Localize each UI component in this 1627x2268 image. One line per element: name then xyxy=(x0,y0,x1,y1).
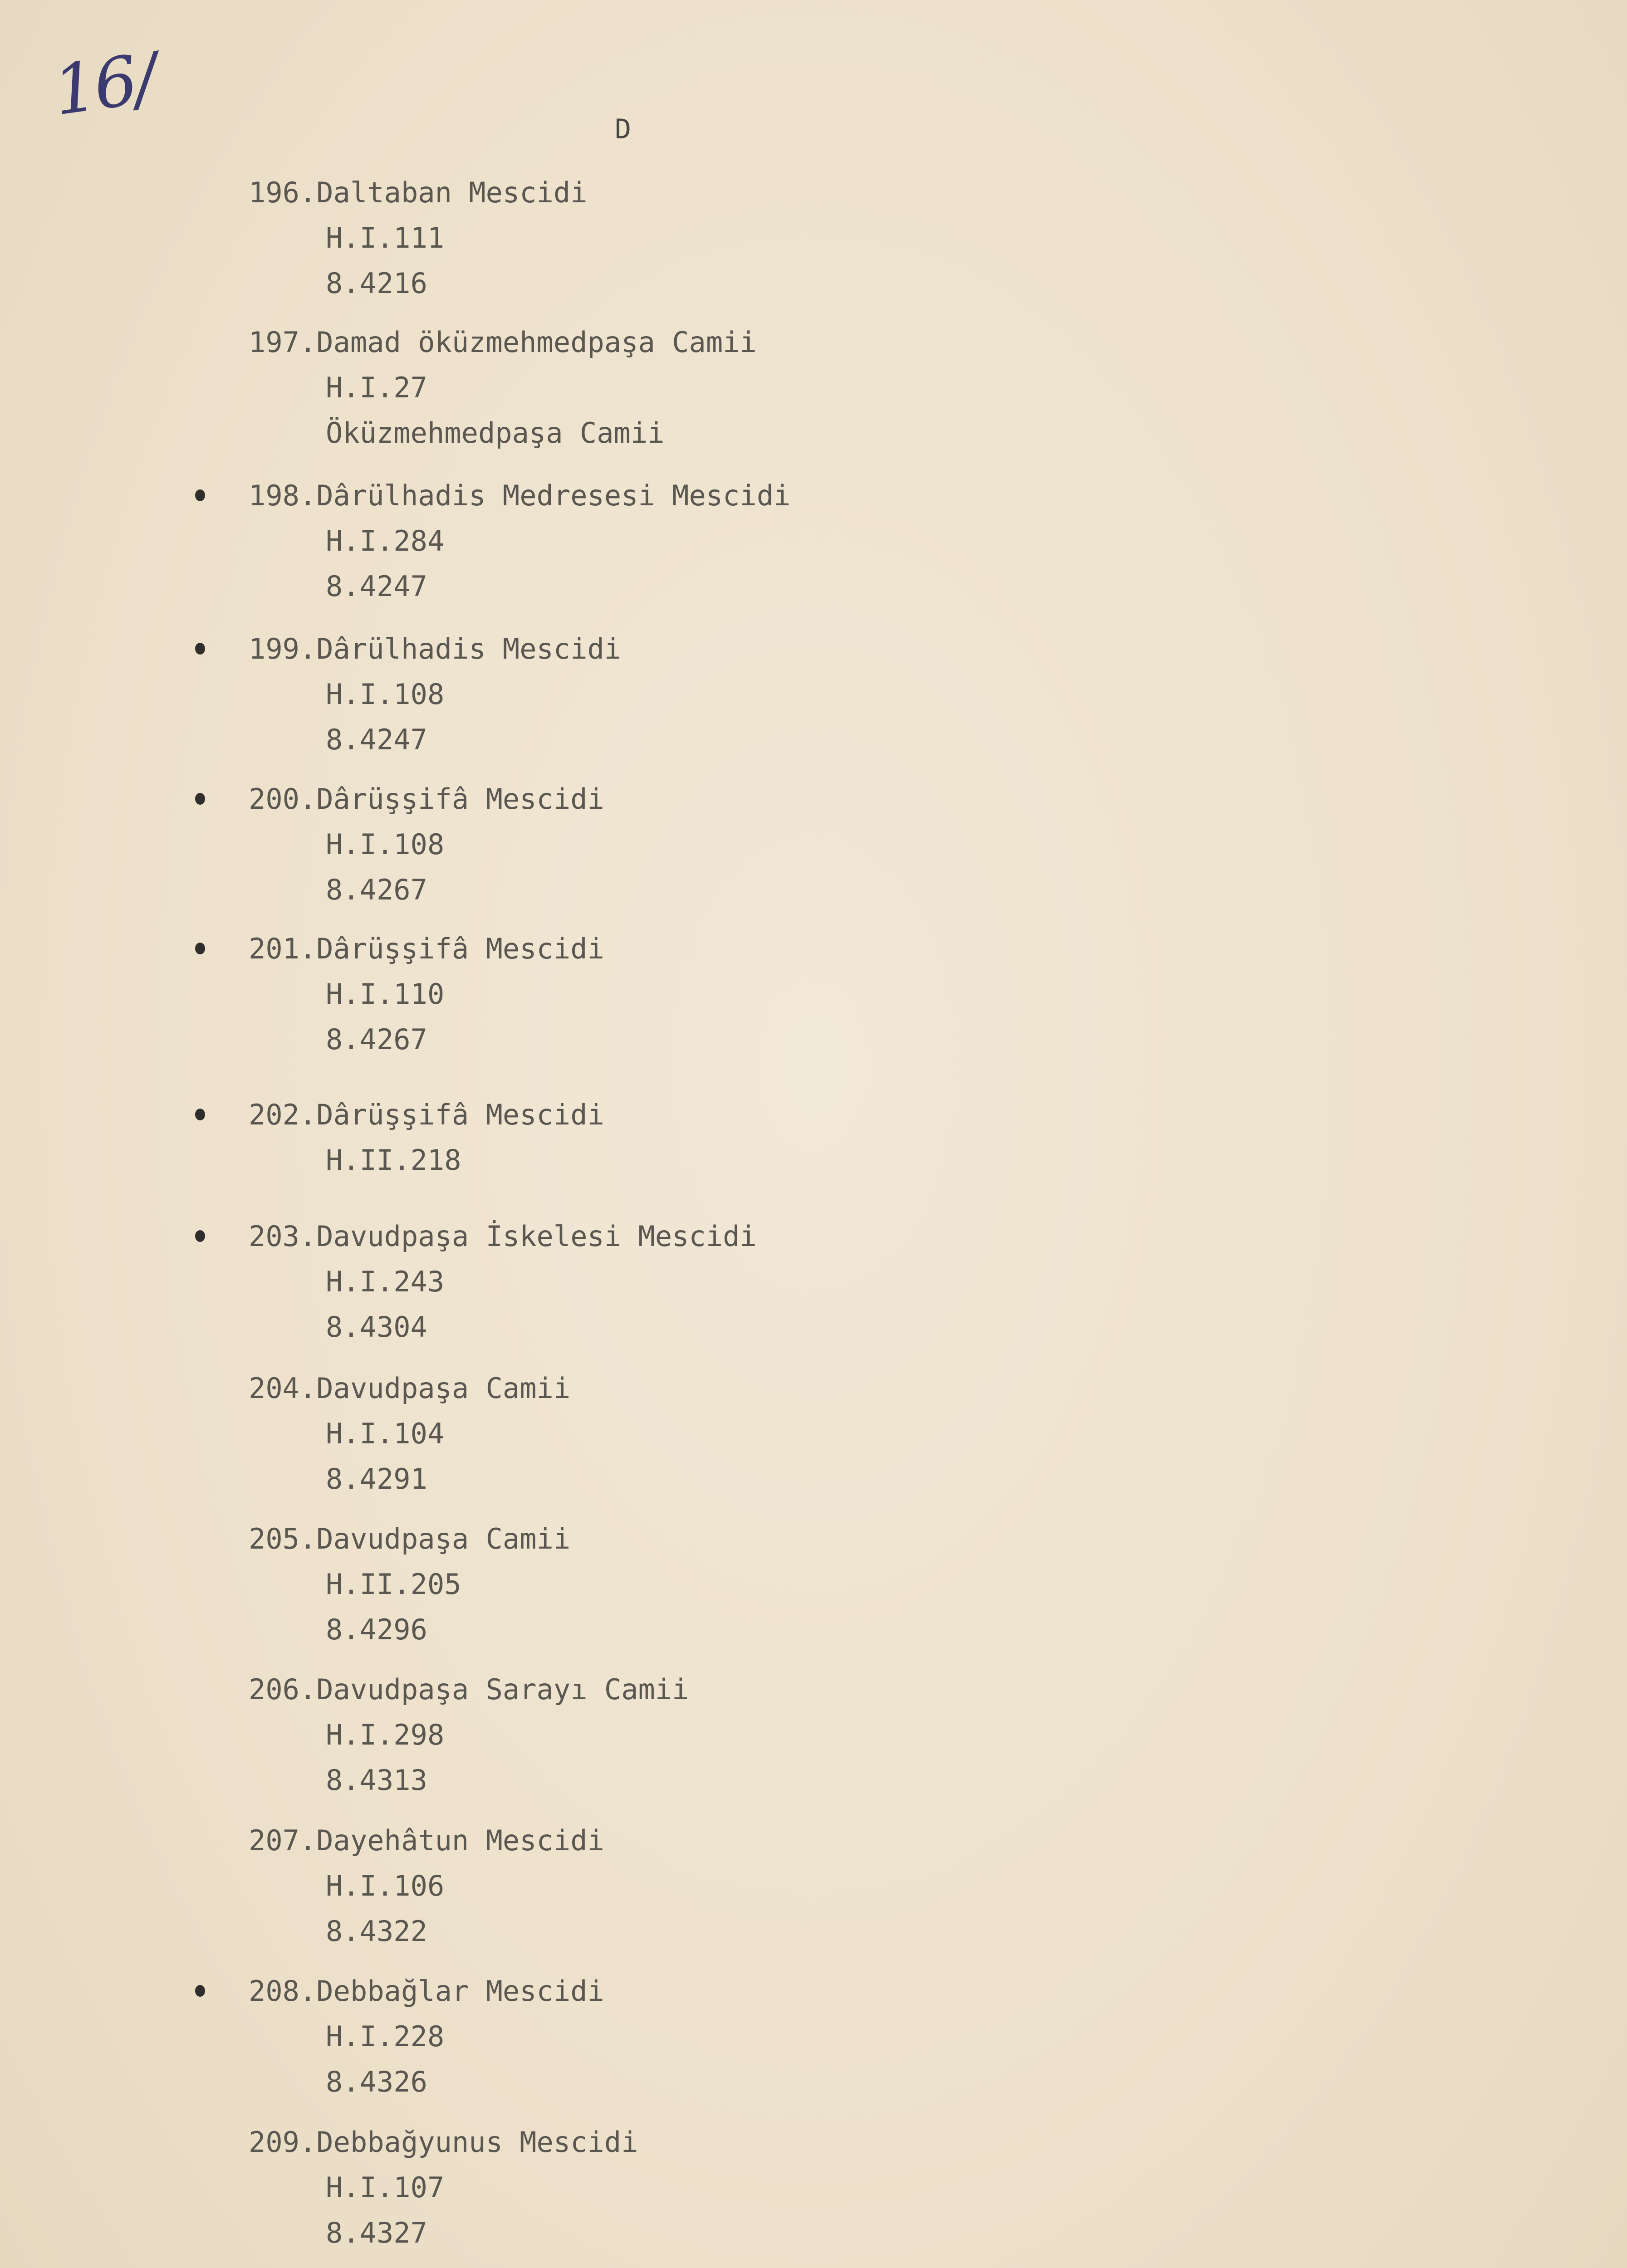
entry-reference: H.I.111 xyxy=(326,221,445,254)
section-letter: D xyxy=(615,113,632,145)
entry-title xyxy=(0,1667,689,1712)
entry-reference: H.I.228 xyxy=(326,2020,445,2053)
entry-title-text: 204.Davudpaşa Camii xyxy=(249,1372,571,1405)
entry xyxy=(0,926,604,1062)
entry-reference: 8.4291 xyxy=(326,1462,427,1496)
entry-title xyxy=(0,1214,757,1259)
entry-title xyxy=(0,1818,604,1863)
entry xyxy=(0,1969,604,2105)
entry xyxy=(0,1366,570,1502)
entry-reference: H.I.107 xyxy=(326,2171,445,2204)
entry-title-text: 203.Davudpaşa İskelesi Mescidi xyxy=(249,1220,757,1253)
entry xyxy=(0,1667,689,1803)
bullet-dot-icon xyxy=(195,489,205,501)
entry-title xyxy=(0,626,621,672)
entry xyxy=(0,1214,757,1350)
entry-title-text: 208.Debbağlar Mescidi xyxy=(249,1975,604,2008)
entry-title xyxy=(0,1092,604,1138)
entry-title xyxy=(0,777,604,822)
entry-reference: H.I.106 xyxy=(326,1869,445,1902)
entry-title-text: 207.Dayehâtun Mescidi xyxy=(249,1824,604,1857)
entry xyxy=(0,170,588,306)
entry-title xyxy=(0,170,588,215)
entry-reference: H.I.108 xyxy=(326,828,445,861)
entry-reference: 8.4247 xyxy=(326,570,427,603)
entry-title-text: 200.Dârüşşifâ Mescidi xyxy=(249,782,604,816)
entry-title-text: 198.Dârülhadis Medresesi Mescidi xyxy=(249,479,791,512)
entry xyxy=(0,1818,604,1954)
entry-reference: 8.4313 xyxy=(326,1764,427,1797)
entry xyxy=(0,1092,604,1183)
handwritten-page-number: 16/ xyxy=(48,39,160,131)
bullet-dot-icon xyxy=(195,1985,205,1997)
entry-reference: H.I.27 xyxy=(326,371,427,404)
entry-reference: 8.4247 xyxy=(326,723,427,756)
entry-reference: H.II.218 xyxy=(326,1144,461,1177)
entry-title-text: 201.Dârüşşifâ Mescidi xyxy=(249,932,604,965)
entry xyxy=(0,473,790,609)
bullet-dot-icon xyxy=(195,1230,205,1242)
entry-title-text: 199.Dârülhadis Mescidi xyxy=(249,632,622,665)
entry-title-text: 197.Damad öküzmehmedpaşa Camii xyxy=(249,326,757,359)
entry-title xyxy=(0,1969,604,2014)
entry-title-text: 196.Daltaban Mescidi xyxy=(249,176,588,209)
entry-title xyxy=(0,926,604,972)
entry-reference: 8.4296 xyxy=(326,1613,427,1646)
entry-reference: Öküzmehmedpaşa Camii xyxy=(326,416,665,450)
entry-reference: H.I.110 xyxy=(326,978,445,1011)
entry-title xyxy=(0,320,757,365)
entry-title-text: 202.Dârüşşifâ Mescidi xyxy=(249,1098,604,1131)
entry-reference: 8.4216 xyxy=(326,267,427,300)
entry-title xyxy=(0,2120,638,2165)
entry-title-text: 206.Davudpaşa Sarayı Camii xyxy=(249,1673,689,1706)
bullet-dot-icon xyxy=(195,1109,205,1120)
entry-reference: 8.4322 xyxy=(326,1915,427,1948)
entry xyxy=(0,320,757,456)
entry-reference: H.I.284 xyxy=(326,524,445,557)
entry xyxy=(0,2120,638,2256)
entry-reference: 8.4304 xyxy=(326,1310,427,1344)
entry-reference: 8.4267 xyxy=(326,1023,427,1056)
bullet-dot-icon xyxy=(195,643,205,655)
entry-title xyxy=(0,1366,570,1411)
entry-title-text: 209.Debbağyunus Mescidi xyxy=(249,2126,638,2159)
entry-reference: H.I.243 xyxy=(326,1265,445,1298)
bullet-dot-icon xyxy=(195,943,205,954)
entry-reference: H.I.104 xyxy=(326,1417,445,1450)
entry-reference: 8.4267 xyxy=(326,873,427,906)
entry xyxy=(0,1516,570,1652)
entry-reference: H.I.298 xyxy=(326,1718,445,1751)
entry-reference: H.I.108 xyxy=(326,678,445,711)
entry-reference: H.II.205 xyxy=(326,1568,461,1601)
entry-title xyxy=(0,473,790,518)
entry xyxy=(0,777,604,913)
entry xyxy=(0,626,621,763)
entry-title xyxy=(0,1516,570,1562)
entry-reference: 8.4326 xyxy=(326,2065,427,2098)
entry-title-text: 205.Davudpaşa Camii xyxy=(249,1522,571,1555)
bullet-dot-icon xyxy=(195,793,205,805)
entry-reference: 8.4327 xyxy=(326,2216,427,2249)
